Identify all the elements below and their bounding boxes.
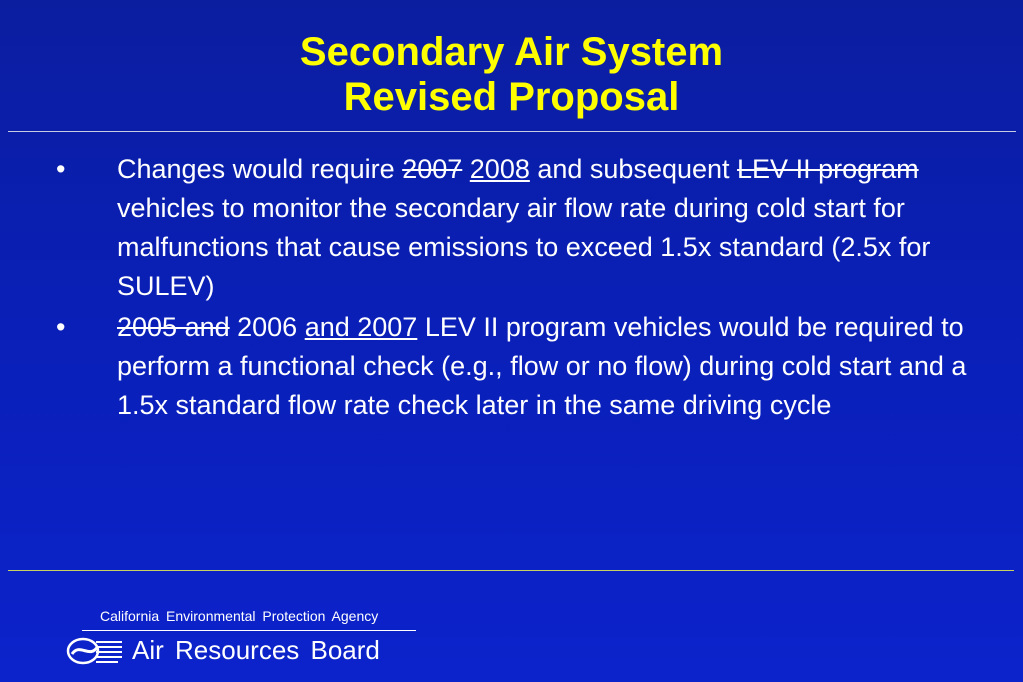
bullet-text: LEV II program vehicles would be required to perform a functional check (e.g., flow or no flow) during cold start and a 1.5x standard flow rate check later in the same driving cycle [117, 312, 967, 420]
struck-text: 2005 and [117, 312, 230, 342]
title-line-2: Revised Proposal [343, 75, 680, 119]
bullet-item-2 [52, 308, 982, 425]
bullet-marker: • [56, 312, 66, 342]
footer-rule [82, 630, 416, 631]
bullet-item-1 [52, 150, 982, 306]
bullet-list [52, 150, 982, 427]
footer-board-name: Air Resources Board [132, 635, 380, 665]
bullet-text [462, 154, 470, 184]
title-divider [8, 131, 1016, 132]
footer-divider [8, 570, 1014, 571]
struck-text: 2007 [402, 154, 463, 184]
slide-title [0, 30, 1023, 120]
bullet-marker: • [56, 154, 66, 184]
bullet-text: Changes would require [117, 154, 403, 184]
footer-agency: California Environmental Protection Agency [100, 608, 379, 624]
inserted-text: 2008 [469, 154, 530, 184]
bullet-text: and subsequent [529, 154, 738, 184]
struck-text: LEV II program [737, 154, 919, 184]
bullet-text: 2006 [229, 312, 305, 342]
inserted-text: and 2007 [304, 312, 418, 342]
bullet-text: vehicles to monitor the secondary air flow rate during cold start for malfunctions that cause emissions to exceed 1.5x standard (2.5x for SULEV) [117, 193, 931, 301]
title-line-1: Secondary Air System [299, 30, 724, 74]
arb-logo-icon [66, 636, 124, 666]
